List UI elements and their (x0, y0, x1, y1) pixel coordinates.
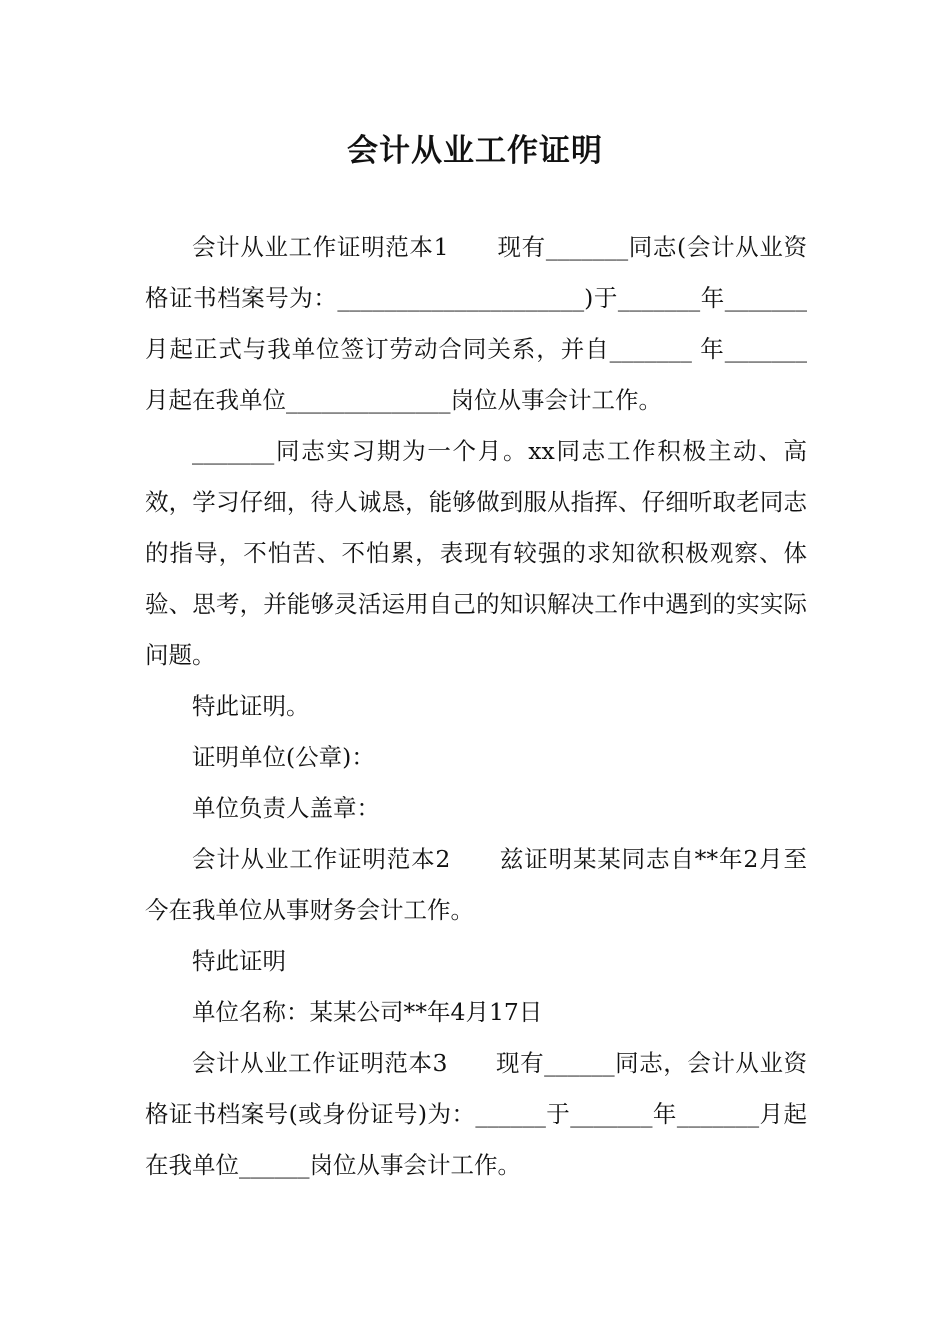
paragraph-internship: _______同志实习期为一个月。xx同志工作积极主动、高效，学习仔细，待人诚恳，能够做到服从指挥、仔细听取老同志的指导，不怕苦、不怕累，表现有较强的求知欲积极观察、体验、思考，并能够灵活运用自己的知识解决工作中遇到的实实际问题。 (145, 437, 807, 669)
paragraph-sample-1: 会计从业工作证明范本1 现有_______同志(会计从业资格证书档案号为：_____________________)于_______年_______月起正式与我单位签订劳动合同关系，并自_______ 年_______ 月起在我单位______________岗位从事会计工作。 (145, 233, 815, 414)
paragraph-certify-2: 特此证明 (192, 947, 286, 975)
paragraph-sample-3: 会计从业工作证明范本3 现有______同志，会计从业资格证书档案号(或身份证号)为：______于_______年_______月起在我单位______岗位从事会计工作。 (145, 1049, 807, 1179)
paragraph-unit-name-date: 单位名称：某某公司**年4月17日 (192, 998, 543, 1026)
document-title: 会计从业工作证明 (347, 133, 603, 169)
paragraph-certify-1: 特此证明。 (192, 692, 310, 720)
paragraph-sample-2: 会计从业工作证明范本2 兹证明某某同志自**年2月至今在我单位从事财务会计工作。 (145, 845, 807, 924)
paragraph-unit-head-seal: 单位负责人盖章： (192, 794, 380, 822)
document-body (145, 222, 815, 1191)
paragraph-issuing-unit: 证明单位(公章)： (192, 743, 375, 771)
